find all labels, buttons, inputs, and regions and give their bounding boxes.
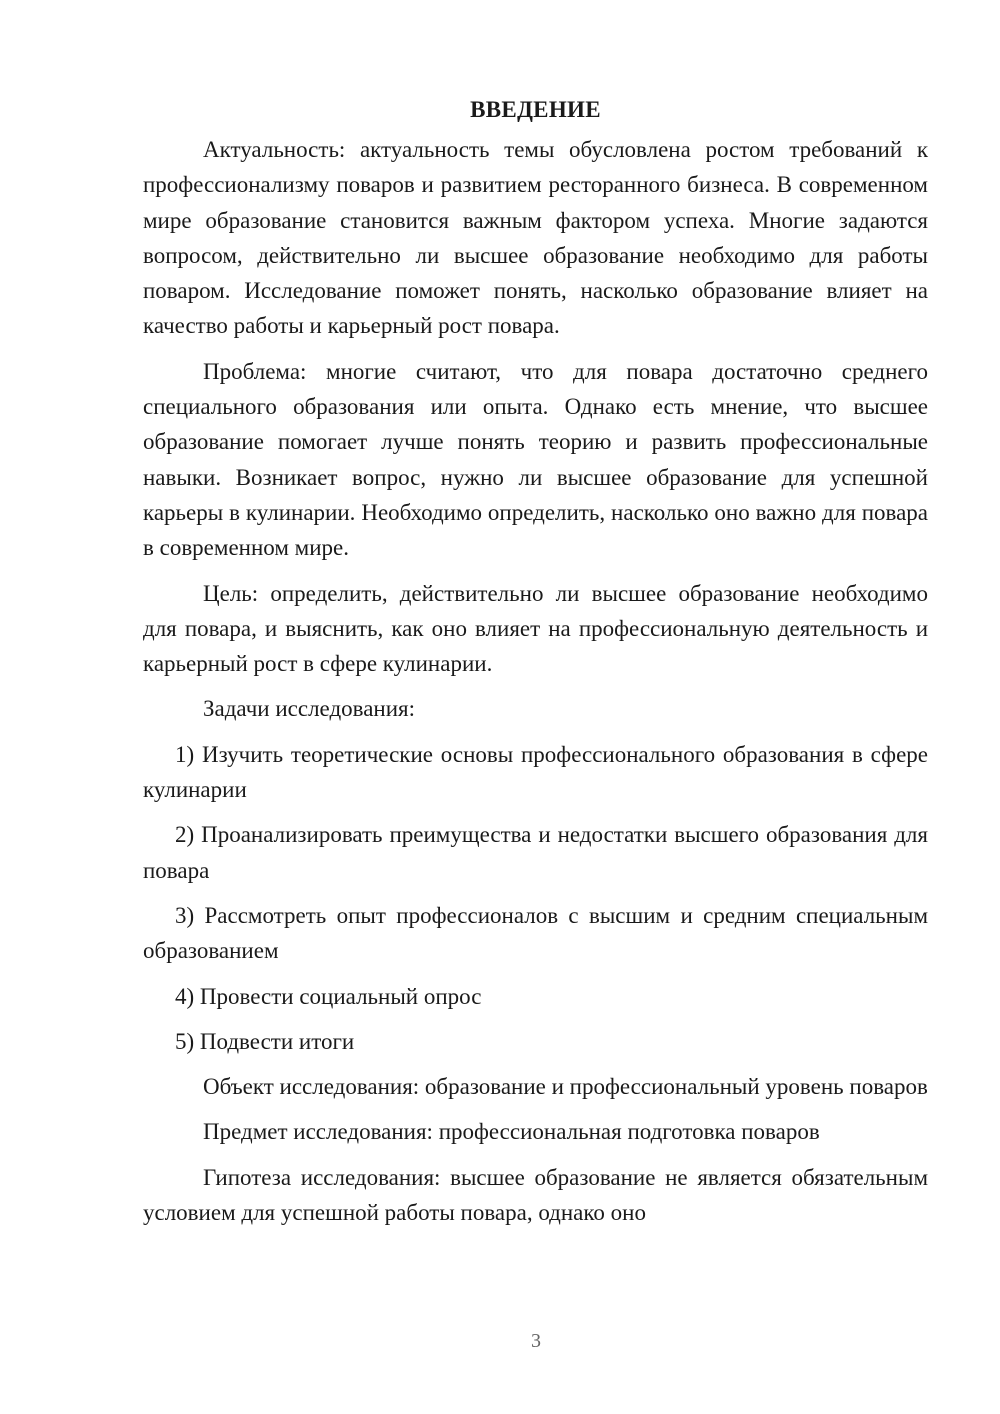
paragraph-problem: Проблема: многие считают, что для повара достаточно среднего специального образования или опыта. Однако есть мнение, что высшее образование помогает лучше понять теорию и развить профессиональные навыки. Возникает вопрос, нужно ли высшее образование для успешной карьеры в кулинарии. Необходимо определить, насколько оно важно для повара в современном мире. [143,358,928,561]
paragraph-relevance: Актуальность: актуальность темы обусловлена ростом требований к профессионализму поваров и развитием ресторанного бизнеса. В современном мире образование становится важным фактором успеха. Многие задаются вопросом, действительно ли высшее образование необходимо для работы поваром. Исследование поможет понять, насколько образование влияет на качество работы и карьерный рост повара. [143,137,928,339]
paragraph-hypothesis: Гипотеза исследования: высшее образование не является обязательным условием для успешной работы повара, однако оно [143,1164,928,1226]
task-item: 5) Подвести итоги [175,1028,355,1054]
page-number: 3 [531,1330,541,1352]
task-item: 4) Провести социальный опрос [175,983,482,1009]
paragraph-subject: Предмет исследования: профессиональная подготовка поваров [203,1119,820,1145]
tasks-heading: Задачи исследования: [203,696,416,722]
task-item: 2) Проанализировать преимущества и недостатки высшего образования для повара [143,822,928,883]
task-item: 1) Изучить теоретические основы профессионального образования в сфере кулинарии [143,741,928,803]
page-content [143,92,928,1240]
task-item: 3) Рассмотреть опыт профессионалов с высшим и средним специальным образованием [143,902,928,964]
paragraph-goal: Цель: определить, действительно ли высшее образование необходимо для повара, и выяснить, как оно влияет на профессиональную деятельность и карьерный рост в сфере кулинарии. [143,580,928,677]
page-title: ВВЕДЕНИЕ [470,97,601,122]
paragraph-object: Объект исследования: образование и профессиональный уровень поваров [203,1074,928,1100]
